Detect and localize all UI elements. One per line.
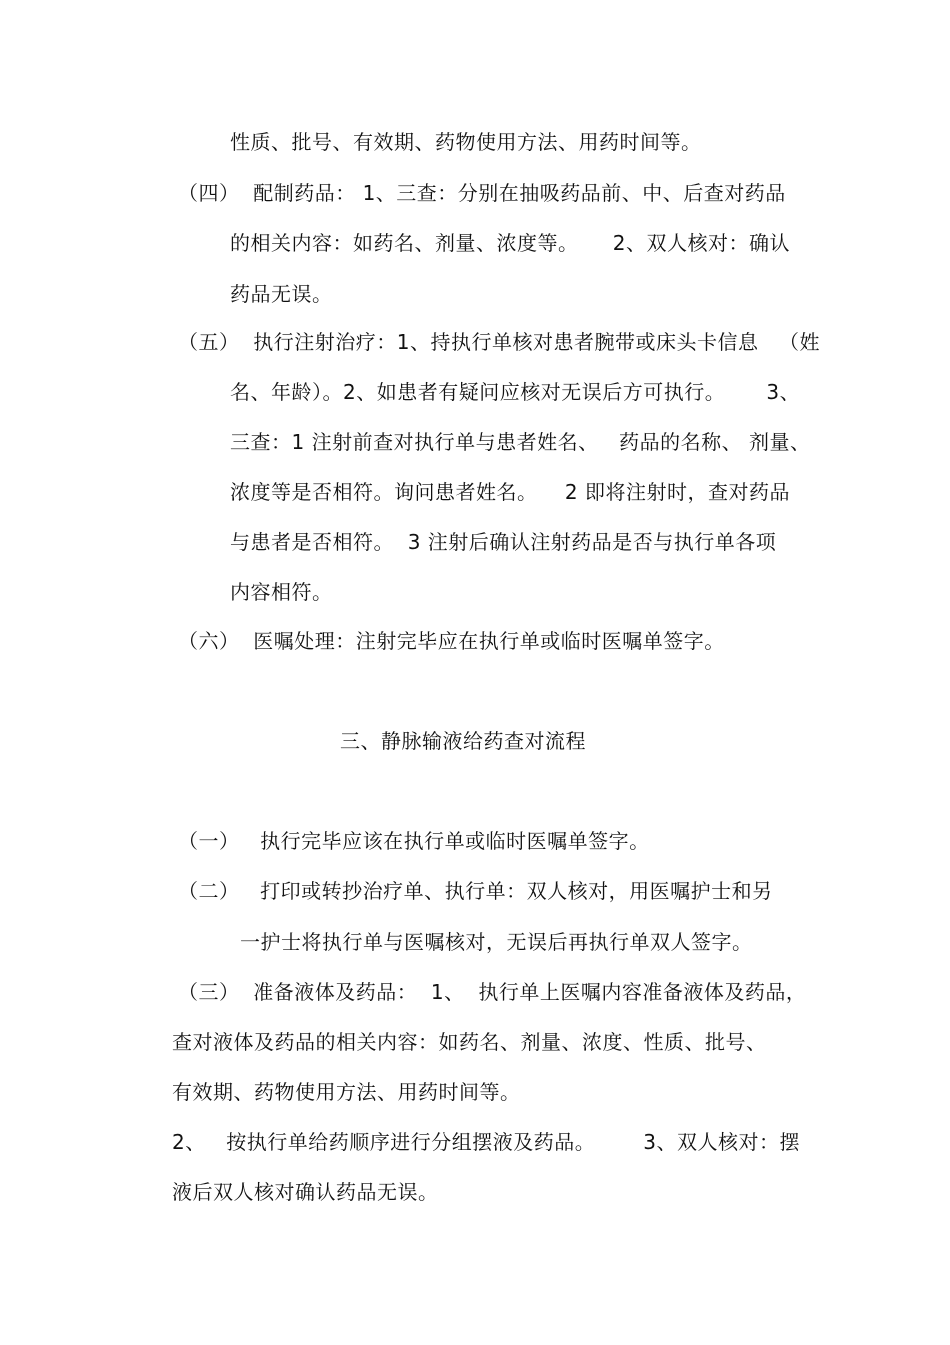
text-line: 查对液体及药品的相关内容：如药名、剂量、浓度、性质、批号、 (172, 1030, 767, 1054)
text-line: 2、 按执行单给药顺序进行分组摆液及药品。 3、双人核对：摆 (172, 1130, 801, 1154)
text-line: （六） 医嘱处理：注射完毕应在执行单或临时医嘱单签字。 (178, 629, 725, 653)
text-line: （四） 配制药品： 1、三查：分别在抽吸药品前、中、后查对药品 (178, 181, 786, 205)
text-line: （五） 执行注射治疗：1、持执行单核对患者腕带或床头卡信息 （姓 (178, 330, 821, 354)
text-line: 的相关内容：如药名、剂量、浓度等。 2、双人核对：确认 (230, 231, 791, 255)
section-title: 三、静脉输液给药查对流程 (340, 729, 586, 753)
text-line: 液后双人核对确认药品无误。 (172, 1180, 439, 1204)
text-line: 药品无误。 (230, 282, 333, 306)
text-line: 有效期、药物使用方法、用药时间等。 (172, 1080, 521, 1104)
text-line: 内容相符。 (230, 580, 333, 604)
text-line: 浓度等是否相符。询问患者姓名。 2 即将注射时，查对药品 (230, 480, 791, 504)
text-line: 三查：1 注射前查对执行单与患者姓名、 药品的名称、 剂量、 (230, 430, 811, 454)
text-line: 名、年龄）。2、如患者有疑问应核对无误后方可执行。 3、 (230, 380, 801, 404)
text-line: 一护士将执行单与医嘱核对，无误后再执行单双人签字。 (240, 930, 753, 954)
text-line: 与患者是否相符。 3 注射后确认注射药品是否与执行单各项 (230, 530, 777, 554)
text-line: （二） 打印或转抄治疗单、执行单：双人核对，用医嘱护士和另 (178, 879, 773, 903)
text-line: （三） 准备液体及药品： 1、 执行单上医嘱内容准备液体及药品， (178, 980, 807, 1004)
text-line: （一） 执行完毕应该在执行单或临时医嘱单签字。 (178, 829, 650, 853)
text-line: 性质、批号、有效期、药物使用方法、用药时间等。 (230, 130, 702, 154)
